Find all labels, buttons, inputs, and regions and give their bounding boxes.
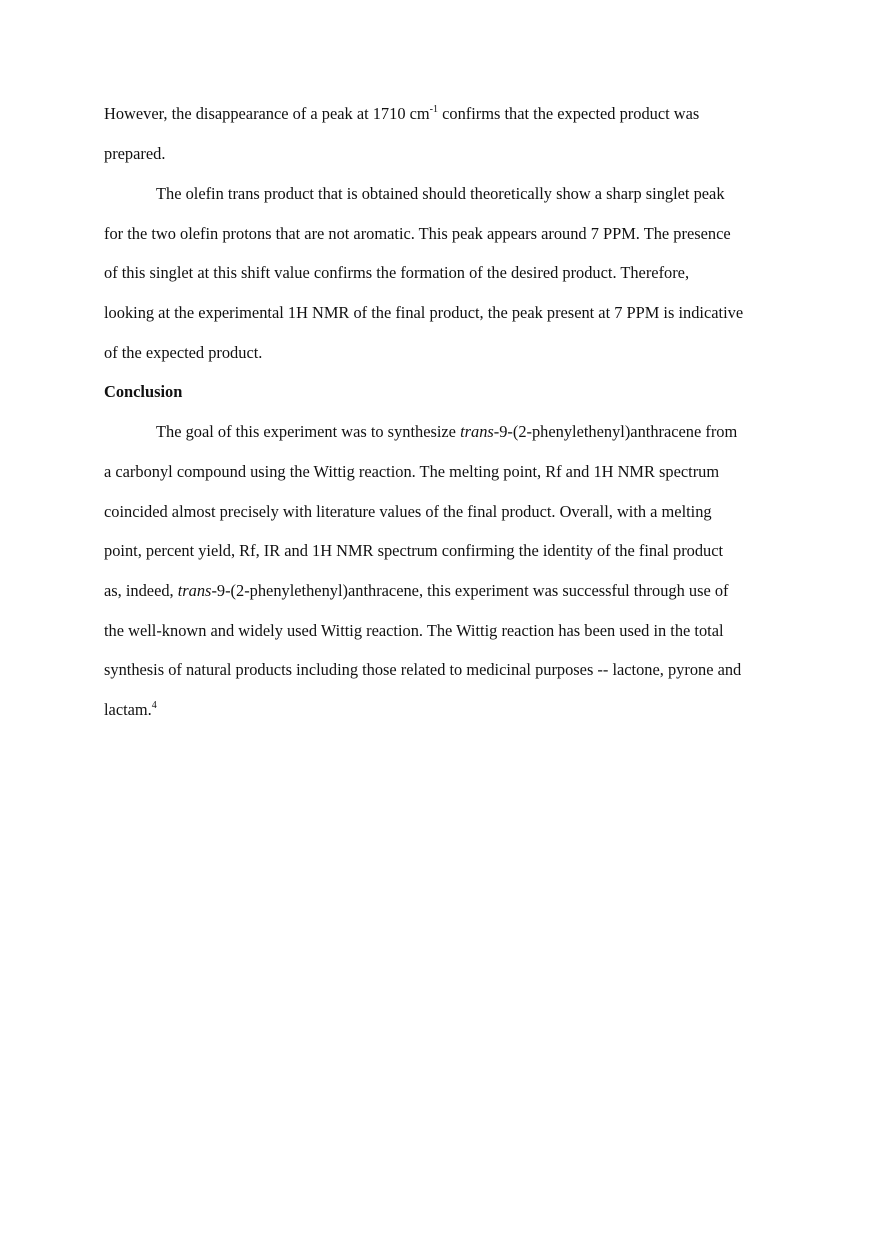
conclusion-line-3: coincided almost precisely with literature values of the final product. Overall, with a melting bbox=[104, 502, 712, 521]
nmr-line-1: The olefin trans product that is obtained should theoretically show a sharp singlet peak bbox=[156, 184, 725, 203]
conclusion-line-8-text: lactam. bbox=[104, 700, 152, 719]
conclusion-line-6: the well-known and widely used Wittig reaction. The Wittig reaction has been used in the total bbox=[104, 621, 724, 640]
intro-line-2: prepared. bbox=[104, 144, 166, 163]
conclusion-heading: Conclusion bbox=[104, 382, 183, 401]
citation-superscript: 4 bbox=[151, 699, 157, 711]
conclusion-line-5 bbox=[104, 581, 728, 601]
conclusion-line-2: a carbonyl compound using the Wittig reaction. The melting point, Rf and 1H NMR spectrum bbox=[104, 462, 720, 481]
intro-line-1-text: However, the disappearance of a peak at 1710 cm bbox=[104, 104, 430, 123]
unit-superscript: -1 bbox=[429, 103, 438, 115]
conclusion-line-1-text: The goal of this experiment was to synthesize bbox=[156, 422, 461, 441]
conclusion-line-1-italic: trans bbox=[460, 422, 494, 441]
conclusion-line-8 bbox=[104, 700, 157, 720]
conclusion-line-4: point, percent yield, Rf, IR and 1H NMR spectrum confirming the identity of the final product bbox=[104, 541, 724, 560]
intro-line-1-rest: confirms that the expected product was bbox=[438, 104, 700, 123]
nmr-line-2: for the two olefin protons that are not aromatic. This peak appears around 7 PPM. The presence bbox=[104, 224, 731, 243]
conclusion-line-7: synthesis of natural products including those related to medicinal purposes -- lactone, pyrone and bbox=[104, 660, 742, 679]
conclusion-line-1-rest: -9-(2-phenylethenyl)anthracene from bbox=[493, 422, 738, 441]
nmr-line-3: of this singlet at this shift value confirms the formation of the desired product. Therefore, bbox=[104, 263, 690, 282]
nmr-line-5: of the expected product. bbox=[104, 343, 263, 362]
conclusion-line-5-text: as, indeed, bbox=[104, 581, 178, 600]
intro-line-1 bbox=[104, 104, 699, 124]
conclusion-line-5-rest: -9-(2-phenylethenyl)anthracene, this experiment was successful through use of bbox=[211, 581, 729, 600]
conclusion-line-1 bbox=[156, 422, 737, 442]
nmr-line-4: looking at the experimental 1H NMR of the final product, the peak present at 7 PPM is indicative bbox=[104, 303, 744, 322]
conclusion-line-5-italic: trans bbox=[177, 581, 212, 600]
